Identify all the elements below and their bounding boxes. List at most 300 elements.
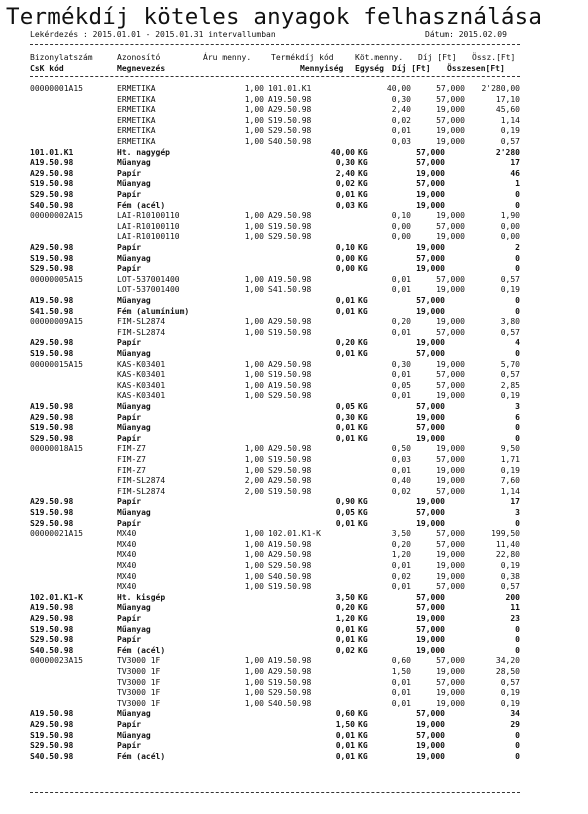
col-megnevezes: Megnevezés bbox=[117, 64, 166, 73]
item-quantity: 1,00 bbox=[244, 126, 264, 136]
detail-row bbox=[0, 211, 588, 221]
detail-row bbox=[0, 105, 588, 115]
fee-rate: 19,000 bbox=[436, 317, 465, 327]
fee-code: S19.50.98 bbox=[268, 486, 312, 496]
item-quantity: 1,00 bbox=[244, 455, 264, 464]
csk-code: A19.50.98 bbox=[30, 709, 74, 719]
fee-rate: 19,000 bbox=[436, 444, 465, 454]
header-top-rule bbox=[30, 44, 520, 45]
item-name: LOT-537001400 bbox=[117, 285, 180, 295]
material-name: Ht. kisgép bbox=[117, 592, 166, 602]
fee-rate: 57,000 bbox=[416, 402, 445, 411]
unit: KG bbox=[358, 253, 368, 263]
unit: KG bbox=[358, 603, 368, 613]
total: 4 bbox=[515, 338, 520, 348]
detail-row bbox=[0, 116, 588, 126]
item-name: ERMETIKA bbox=[117, 137, 156, 146]
fee-rate: 57,000 bbox=[436, 115, 465, 125]
fee-code: S19.50.98 bbox=[268, 221, 312, 231]
quantity: 0,01 bbox=[335, 190, 355, 199]
fee-rate: 57,000 bbox=[416, 624, 445, 634]
fee-rate: 57,000 bbox=[436, 656, 465, 666]
line-total: 1,90 bbox=[500, 211, 520, 221]
fee-rate: 19,000 bbox=[436, 211, 465, 221]
bound-quantity: 0,01 bbox=[391, 370, 411, 380]
item-quantity: 1,00 bbox=[244, 582, 264, 592]
fee-rate: 19,000 bbox=[436, 698, 465, 708]
doc-number: 00000018A15 bbox=[30, 444, 83, 454]
fee-code: S19.50.98 bbox=[268, 115, 312, 125]
summary-row bbox=[0, 201, 588, 211]
item-name: TV3000 1F bbox=[117, 656, 161, 666]
material-name: Papír bbox=[117, 497, 142, 507]
doc-number: 00000015A15 bbox=[30, 359, 83, 369]
material-name: Műanyag bbox=[117, 158, 151, 168]
quantity: 0,01 bbox=[335, 635, 355, 645]
fee-code: S40.50.98 bbox=[268, 698, 312, 708]
total: 0 bbox=[515, 306, 520, 316]
item-name: MX40 bbox=[117, 571, 137, 581]
summary-row bbox=[0, 752, 588, 762]
bound-quantity: 0,30 bbox=[391, 359, 411, 369]
csk-code: S29.50.98 bbox=[30, 433, 74, 443]
bound-quantity: 0,01 bbox=[391, 126, 411, 136]
summary-row bbox=[0, 169, 588, 179]
quantity: 2,40 bbox=[335, 168, 355, 178]
fee-rate: 19,000 bbox=[416, 264, 445, 274]
fee-rate: 19,000 bbox=[436, 550, 465, 560]
col-kot-menny: Köt.menny. bbox=[355, 53, 404, 62]
summary-row bbox=[0, 741, 588, 751]
csk-code: S29.50.98 bbox=[30, 741, 74, 751]
summary-row bbox=[0, 646, 588, 656]
fee-rate: 57,000 bbox=[416, 158, 445, 168]
quantity: 0,03 bbox=[335, 200, 355, 210]
detail-row bbox=[0, 572, 588, 582]
fee-rate: 19,000 bbox=[416, 190, 445, 199]
material-name: Papír bbox=[117, 614, 142, 623]
item-name: TV3000 1F bbox=[117, 677, 161, 687]
material-name: Papír bbox=[117, 433, 142, 443]
fee-rate: 19,000 bbox=[416, 306, 445, 316]
item-name: MX40 bbox=[117, 550, 137, 560]
line-total: 0,19 bbox=[500, 126, 520, 136]
total: 0 bbox=[515, 296, 520, 305]
item-quantity: 1,00 bbox=[244, 529, 264, 539]
unit: KG bbox=[358, 645, 368, 655]
detail-row bbox=[0, 232, 588, 242]
item-name: FIM-Z7 bbox=[117, 455, 146, 464]
material-name: Műanyag bbox=[117, 179, 151, 189]
item-name: LAI-R10100110 bbox=[117, 211, 180, 221]
csk-code: S29.50.98 bbox=[30, 264, 74, 274]
fee-code: S19.50.98 bbox=[268, 370, 312, 380]
total: 0 bbox=[515, 200, 520, 210]
unit: KG bbox=[358, 423, 368, 433]
fee-code: A29.50.98 bbox=[268, 105, 312, 115]
quantity: 1,50 bbox=[335, 720, 355, 729]
item-name: MX40 bbox=[117, 561, 137, 570]
item-name: KAS-K03401 bbox=[117, 380, 166, 390]
material-name: Műanyag bbox=[117, 508, 151, 517]
bound-quantity: 0,01 bbox=[391, 677, 411, 687]
total: 0 bbox=[515, 741, 520, 751]
quantity: 0,01 bbox=[335, 741, 355, 751]
quantity: 0,00 bbox=[335, 253, 355, 263]
line-total: 22,80 bbox=[495, 550, 520, 560]
fee-rate: 57,000 bbox=[416, 423, 445, 433]
material-name: Fém (acél) bbox=[117, 200, 166, 210]
line-total: 34,20 bbox=[495, 656, 520, 666]
detail-row bbox=[0, 476, 588, 486]
item-name: ERMETIKA bbox=[117, 115, 156, 125]
summary-row bbox=[0, 148, 588, 158]
item-name: ERMETIKA bbox=[117, 94, 156, 104]
fee-rate: 19,000 bbox=[436, 105, 465, 115]
fee-code: S19.50.98 bbox=[268, 677, 312, 687]
item-quantity: 1,00 bbox=[244, 698, 264, 708]
csk-code: A29.50.98 bbox=[30, 614, 74, 623]
detail-row bbox=[0, 561, 588, 571]
item-name: KAS-K03401 bbox=[117, 370, 166, 380]
quantity: 0,01 bbox=[335, 751, 355, 761]
total: 0 bbox=[515, 624, 520, 634]
quantity: 40,00 bbox=[330, 147, 355, 157]
total: 0 bbox=[515, 645, 520, 655]
line-total: 3,80 bbox=[500, 317, 520, 327]
fee-rate: 19,000 bbox=[436, 391, 465, 401]
item-name: FIM-SL2874 bbox=[117, 327, 166, 337]
line-total: 0,00 bbox=[500, 221, 520, 231]
line-total: 0,00 bbox=[500, 232, 520, 242]
detail-row bbox=[0, 95, 588, 105]
bound-quantity: 0,02 bbox=[391, 115, 411, 125]
unit: KG bbox=[358, 190, 368, 199]
fee-rate: 19,000 bbox=[416, 635, 445, 645]
item-name: LOT-537001400 bbox=[117, 274, 180, 284]
fee-rate: 57,000 bbox=[436, 370, 465, 380]
line-total: 5,70 bbox=[500, 359, 520, 369]
total: 2 bbox=[515, 243, 520, 252]
fee-code: 102.01.K1-K bbox=[268, 529, 321, 539]
fee-rate: 19,000 bbox=[416, 518, 445, 528]
summary-row bbox=[0, 709, 588, 719]
doc-number: 00000002A15 bbox=[30, 211, 83, 221]
line-total: 0,38 bbox=[500, 571, 520, 581]
total: 0 bbox=[515, 349, 520, 358]
material-name: Papír bbox=[117, 264, 142, 274]
unit: KG bbox=[358, 709, 368, 719]
item-quantity: 1,00 bbox=[244, 550, 264, 560]
fee-rate: 57,000 bbox=[416, 179, 445, 189]
bound-quantity: 0,20 bbox=[391, 539, 411, 549]
item-quantity: 1,00 bbox=[244, 105, 264, 115]
material-name: Műanyag bbox=[117, 603, 151, 613]
bound-quantity: 0,02 bbox=[391, 571, 411, 581]
summary-row bbox=[0, 413, 588, 423]
report-body bbox=[0, 84, 588, 784]
csk-code: 101.01.K1 bbox=[30, 147, 74, 157]
fee-rate: 19,000 bbox=[436, 465, 465, 475]
summary-row bbox=[0, 338, 588, 348]
unit: KG bbox=[358, 349, 368, 358]
item-name: FIM-Z7 bbox=[117, 465, 146, 475]
item-name: ERMETIKA bbox=[117, 105, 156, 115]
line-total: 0,57 bbox=[500, 370, 520, 380]
material-name: Fém (alumínium) bbox=[117, 306, 190, 316]
fee-code: S19.50.98 bbox=[268, 455, 312, 464]
material-name: Műanyag bbox=[117, 624, 151, 634]
fee-rate: 57,000 bbox=[416, 147, 445, 157]
line-total: 1,14 bbox=[500, 486, 520, 496]
unit: KG bbox=[358, 592, 368, 602]
fee-rate: 57,000 bbox=[416, 296, 445, 305]
quantity: 0,20 bbox=[335, 603, 355, 613]
fee-rate: 57,000 bbox=[416, 730, 445, 740]
material-name: Papír bbox=[117, 635, 142, 645]
col-dij-2: Díj [Ft] bbox=[392, 64, 431, 73]
bound-quantity: 0,00 bbox=[391, 232, 411, 242]
fee-rate: 57,000 bbox=[436, 539, 465, 549]
fee-code: S29.50.98 bbox=[268, 688, 312, 698]
csk-code: A29.50.98 bbox=[30, 243, 74, 252]
unit: KG bbox=[358, 296, 368, 305]
item-quantity: 2,00 bbox=[244, 486, 264, 496]
fee-rate: 19,000 bbox=[436, 126, 465, 136]
item-quantity: 1,00 bbox=[244, 688, 264, 698]
quantity: 0,05 bbox=[335, 508, 355, 517]
csk-code: S40.50.98 bbox=[30, 200, 74, 210]
fee-rate: 19,000 bbox=[436, 359, 465, 369]
summary-row bbox=[0, 625, 588, 635]
detail-row bbox=[0, 84, 588, 94]
doc-number: 00000009A15 bbox=[30, 317, 83, 327]
fee-rate: 19,000 bbox=[436, 232, 465, 242]
item-quantity: 1,00 bbox=[244, 571, 264, 581]
fee-code: 101.01.K1 bbox=[268, 84, 312, 93]
material-name: Műanyag bbox=[117, 296, 151, 305]
unit: KG bbox=[358, 412, 368, 422]
bound-quantity: 0,40 bbox=[391, 476, 411, 486]
item-quantity: 1,00 bbox=[244, 94, 264, 104]
line-total: 1,71 bbox=[500, 455, 520, 464]
col-bizonylatszam: Bizonylatszám bbox=[30, 53, 93, 62]
summary-row bbox=[0, 635, 588, 645]
detail-row bbox=[0, 328, 588, 338]
query-range: Lekérdezés : 2015.01.01 - 2015.01.31 intervallumban bbox=[30, 30, 276, 39]
quantity: 0,10 bbox=[335, 243, 355, 252]
item-quantity: 1,00 bbox=[244, 137, 264, 146]
fee-rate: 19,000 bbox=[436, 561, 465, 570]
fee-code: A19.50.98 bbox=[268, 656, 312, 666]
total: 0 bbox=[515, 433, 520, 443]
summary-row bbox=[0, 519, 588, 529]
unit: KG bbox=[358, 720, 368, 729]
bound-quantity: 0,60 bbox=[391, 656, 411, 666]
summary-row bbox=[0, 508, 588, 518]
total: 0 bbox=[515, 190, 520, 199]
summary-row bbox=[0, 264, 588, 274]
unit: KG bbox=[358, 338, 368, 348]
material-name: Fém (acél) bbox=[117, 645, 166, 655]
detail-row bbox=[0, 466, 588, 476]
detail-row bbox=[0, 455, 588, 465]
item-quantity: 1,00 bbox=[244, 391, 264, 401]
csk-code: S19.50.98 bbox=[30, 508, 74, 517]
fee-rate: 57,000 bbox=[436, 455, 465, 464]
quantity: 0,00 bbox=[335, 264, 355, 274]
material-name: Papír bbox=[117, 720, 142, 729]
item-quantity: 1,00 bbox=[244, 667, 264, 676]
detail-row bbox=[0, 126, 588, 136]
unit: KG bbox=[358, 730, 368, 740]
fee-rate: 19,000 bbox=[436, 571, 465, 581]
csk-code: S19.50.98 bbox=[30, 179, 74, 189]
col-dij: Díj [Ft] bbox=[418, 53, 457, 62]
csk-code: A29.50.98 bbox=[30, 168, 74, 178]
fee-rate: 57,000 bbox=[436, 380, 465, 390]
fee-rate: 19,000 bbox=[416, 200, 445, 210]
total: 0 bbox=[515, 264, 520, 274]
line-total: 0,19 bbox=[500, 285, 520, 295]
fee-rate: 57,000 bbox=[436, 582, 465, 592]
bound-quantity: 1,20 bbox=[391, 550, 411, 560]
item-name: MX40 bbox=[117, 582, 137, 592]
material-name: Műanyag bbox=[117, 730, 151, 740]
csk-code: S19.50.98 bbox=[30, 349, 74, 358]
material-name: Papír bbox=[117, 741, 142, 751]
footer-rule bbox=[30, 792, 520, 793]
quantity: 0,01 bbox=[335, 730, 355, 740]
summary-row bbox=[0, 190, 588, 200]
material-name: Műanyag bbox=[117, 253, 151, 263]
unit: KG bbox=[358, 433, 368, 443]
line-total: 9,50 bbox=[500, 444, 520, 454]
item-quantity: 2,00 bbox=[244, 476, 264, 486]
bound-quantity: 0,30 bbox=[391, 94, 411, 104]
summary-row bbox=[0, 614, 588, 624]
bound-quantity: 0,01 bbox=[391, 465, 411, 475]
item-quantity: 1,00 bbox=[244, 232, 264, 242]
quantity: 0,60 bbox=[335, 709, 355, 719]
detail-row bbox=[0, 688, 588, 698]
col-ossz: Össz.[Ft] bbox=[472, 53, 516, 62]
total: 0 bbox=[515, 730, 520, 740]
csk-code: A29.50.98 bbox=[30, 338, 74, 348]
total: 23 bbox=[510, 614, 520, 623]
quantity: 0,30 bbox=[335, 158, 355, 168]
csk-code: S19.50.98 bbox=[30, 423, 74, 433]
total: 17 bbox=[510, 158, 520, 168]
line-total: 11,40 bbox=[495, 539, 520, 549]
unit: KG bbox=[358, 243, 368, 252]
col-csk-kod: CsK kód bbox=[30, 64, 64, 73]
total: 29 bbox=[510, 720, 520, 729]
unit: KG bbox=[358, 741, 368, 751]
item-quantity: 1,00 bbox=[244, 327, 264, 337]
item-quantity: 1,00 bbox=[244, 317, 264, 327]
bound-quantity: 3,50 bbox=[391, 529, 411, 539]
fee-rate: 19,000 bbox=[416, 497, 445, 507]
summary-row bbox=[0, 603, 588, 613]
csk-code: S29.50.98 bbox=[30, 518, 74, 528]
col-termekdij-kod: Termékdíj kód bbox=[271, 53, 334, 62]
line-total: 2'280,00 bbox=[481, 84, 520, 93]
material-name: Papír bbox=[117, 168, 142, 178]
csk-code: A19.50.98 bbox=[30, 158, 74, 168]
material-name: Műanyag bbox=[117, 423, 151, 433]
quantity: 0,05 bbox=[335, 402, 355, 411]
bound-quantity: 0,50 bbox=[391, 444, 411, 454]
unit: KG bbox=[358, 635, 368, 645]
material-name: Papír bbox=[117, 190, 142, 199]
line-total: 28,50 bbox=[495, 667, 520, 676]
fee-code: S19.50.98 bbox=[268, 327, 312, 337]
detail-row bbox=[0, 487, 588, 497]
bound-quantity: 0,01 bbox=[391, 285, 411, 295]
item-quantity: 1,00 bbox=[244, 465, 264, 475]
detail-row bbox=[0, 582, 588, 592]
report-title: Termékdíj köteles anyagok felhasználása bbox=[6, 4, 543, 30]
line-total: 2,85 bbox=[500, 380, 520, 390]
item-name: MX40 bbox=[117, 529, 137, 539]
line-total: 1,14 bbox=[500, 115, 520, 125]
col-azonosito: Azonosító bbox=[117, 53, 161, 62]
total: 0 bbox=[515, 518, 520, 528]
quantity: 0,90 bbox=[335, 497, 355, 507]
csk-code: S19.50.98 bbox=[30, 624, 74, 634]
fee-rate: 19,000 bbox=[416, 412, 445, 422]
item-quantity: 1,00 bbox=[244, 359, 264, 369]
fee-code: A19.50.98 bbox=[268, 274, 312, 284]
summary-row bbox=[0, 434, 588, 444]
line-total: 0,19 bbox=[500, 688, 520, 698]
bound-quantity: 0,01 bbox=[391, 327, 411, 337]
fee-rate: 19,000 bbox=[416, 720, 445, 729]
item-quantity: 1,00 bbox=[244, 274, 264, 284]
fee-code: S41.50.98 bbox=[268, 285, 312, 295]
csk-code: S40.50.98 bbox=[30, 751, 74, 761]
fee-rate: 19,000 bbox=[436, 688, 465, 698]
col-osszesen: Összesen[Ft] bbox=[447, 64, 505, 73]
item-quantity: 1,00 bbox=[244, 211, 264, 221]
quantity: 0,01 bbox=[335, 624, 355, 634]
fee-rate: 19,000 bbox=[436, 137, 465, 146]
item-quantity: 1,00 bbox=[244, 221, 264, 231]
item-quantity: 1,00 bbox=[244, 115, 264, 125]
material-name: Ht. nagygép bbox=[117, 147, 170, 157]
line-total: 0,57 bbox=[500, 137, 520, 146]
line-total: 17,10 bbox=[495, 94, 520, 104]
summary-row bbox=[0, 296, 588, 306]
total: 0 bbox=[515, 751, 520, 761]
fee-code: A29.50.98 bbox=[268, 444, 312, 454]
summary-row bbox=[0, 720, 588, 730]
fee-rate: 57,000 bbox=[436, 529, 465, 539]
bound-quantity: 0,05 bbox=[391, 380, 411, 390]
fee-code: S29.50.98 bbox=[268, 232, 312, 242]
detail-row bbox=[0, 444, 588, 454]
item-quantity: 1,00 bbox=[244, 656, 264, 666]
fee-rate: 57,000 bbox=[416, 253, 445, 263]
summary-row bbox=[0, 307, 588, 317]
line-total: 0,19 bbox=[500, 391, 520, 401]
summary-row bbox=[0, 179, 588, 189]
material-name: Műanyag bbox=[117, 349, 151, 358]
quantity: 0,01 bbox=[335, 349, 355, 358]
bound-quantity: 2,40 bbox=[391, 105, 411, 115]
fee-code: S29.50.98 bbox=[268, 465, 312, 475]
